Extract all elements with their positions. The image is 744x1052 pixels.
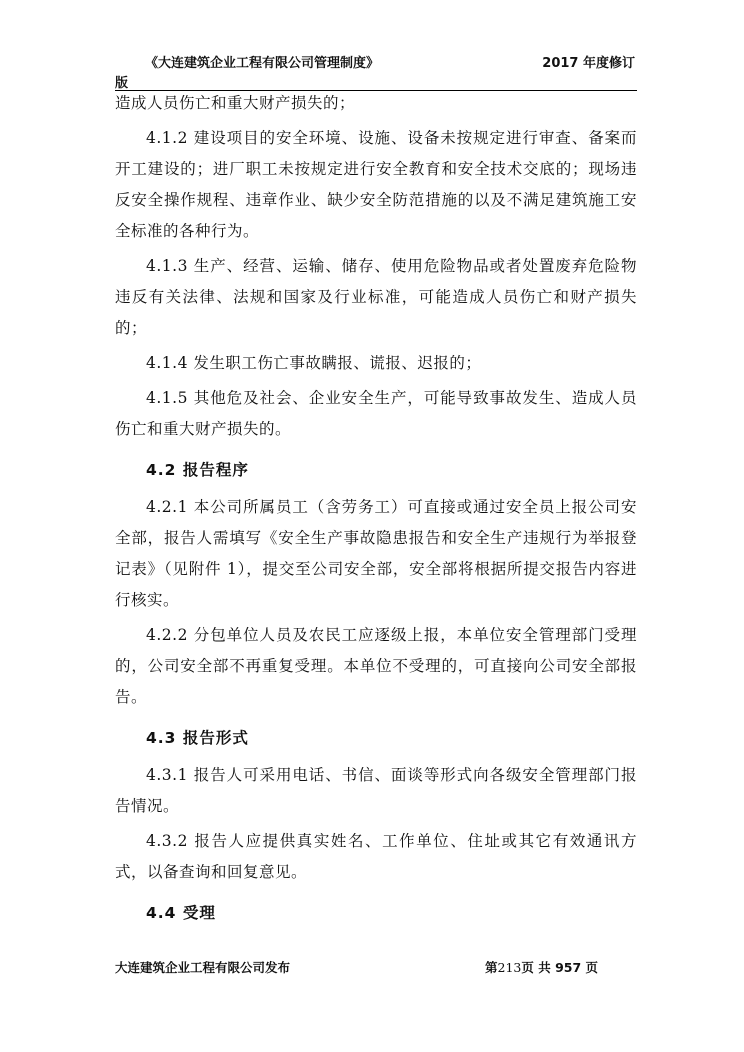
section-heading-4-4: 4.4 受理	[146, 904, 216, 922]
paragraph-4-1-5: 4.1.5 其他危及社会、企业安全生产，可能导致事故发生、造成人员伤亡和重大财产损失的。	[115, 389, 637, 438]
page-prefix: 第	[485, 960, 498, 975]
header-title: 《大连建筑企业工程有限公司管理制度》	[145, 56, 380, 71]
paragraph-4-3-2: 4.3.2 报告人应提供真实姓名、工作单位、住址或其它有效通讯方式，以备查询和回复意见。	[115, 832, 637, 881]
paragraph-4-2-1: 4.2.1 本公司所属员工（含劳务工）可直接或通过安全员上报公司安全部，报告人需填写《安全生产事故隐患报告和安全生产违规行为举报登记表》（见附件 1），提交至公司安全部，安全部将根据所提交报告内容进行核实。	[115, 498, 637, 609]
page-footer	[115, 958, 635, 980]
paragraph-4-1-2: 4.1.2 建设项目的安全环境、设施、设备未按规定进行审查、备案而开工建设的；进厂职工未按规定进行安全教育和安全技术交底的；现场违反安全操作规程、违章作业、缺少安全防范措施的以及不满足建筑施工安全标准的各种行为。	[115, 129, 637, 240]
paragraph-4-1-3: 4.1.3 生产、经营、运输、储存、使用危险物品或者处置废弃危险物违反有关法律、法规和国家及行业标准，可能造成人员伤亡和财产损失的；	[115, 257, 637, 337]
page-header	[115, 52, 635, 92]
section-heading-4-2: 4.2 报告程序	[146, 461, 249, 479]
page-current: 213	[497, 960, 522, 975]
page-number	[485, 958, 598, 976]
paragraph-continuation: 造成人员伤亡和重大财产损失的；	[115, 94, 356, 112]
paragraph-4-1-4: 4.1.4 发生职工伤亡事故瞒报、谎报、迟报的；	[146, 354, 482, 372]
document-body	[115, 88, 637, 935]
footer-publisher: 大连建筑企业工程有限公司发布	[115, 960, 291, 975]
page-mid: 页 共	[521, 960, 551, 975]
page-suffix: 页	[585, 960, 599, 975]
page-total: 957	[555, 960, 582, 975]
section-heading-4-3: 4.3 报告形式	[146, 729, 249, 747]
paragraph-4-2-2: 4.2.2 分包单位人员及农民工应逐级上报，本单位安全管理部门受理的，公司安全部不再重复受理。本单位不受理的，可直接向公司安全部报告。	[115, 626, 637, 706]
paragraph-4-3-1: 4.3.1 报告人可采用电话、书信、面谈等形式向各级安全管理部门报告情况。	[115, 766, 637, 815]
header-edition: 2017 年度修订	[542, 56, 635, 71]
header-edition-wrap: 版	[115, 76, 129, 91]
